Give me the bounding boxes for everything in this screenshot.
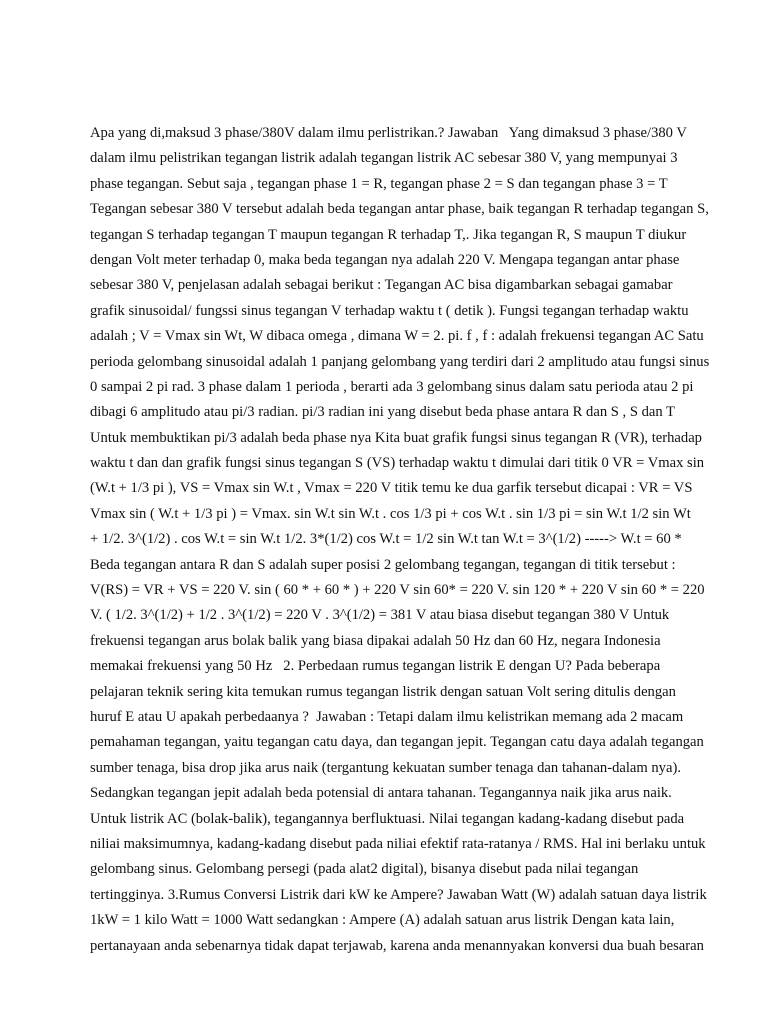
text-line: Apa yang di,maksud 3 phase/380V dalam ilmu perlistrikan.? Jawaban Yang dimaksud 3 phase/380 V <box>90 125 687 141</box>
text-line: adalah ; V = Vmax sin Wt, W dibaca omega , dimana W = 2. pi. f , f : adalah frekuensi tegangan AC Satu <box>90 328 704 345</box>
text-line: Sedangkan tegangan jepit adalah beda potensial di antara tahanan. Tegangannya naik jika arus naik. <box>90 785 672 802</box>
text-line: memakai frekuensi yang 50 Hz 2. Perbedaan rumus tegangan listrik E dengan U? Pada beberapa <box>90 658 661 675</box>
text-line: V(RS) = VR + VS = 220 V. sin ( 60 * + 60 * ) + 220 V sin 60* = 220 V. sin 120 * + 220 V sin 60 * = 220 <box>90 582 705 599</box>
text-line: sebesar 380 V, penjelasan adalah sebagai berikut : Tegangan AC bisa digambarkan sebagai gamabar <box>90 277 673 294</box>
text-line: Untuk listrik AC (bolak-balik), tegangannya berfluktuasi. Nilai tegangan kadang-kadang disebut pada <box>90 810 685 827</box>
text-line: frekuensi tegangan arus bolak balik yang biasa dipakai adalah 50 Hz dan 60 Hz, negara Indonesia <box>90 632 661 649</box>
text-line: Untuk membuktikan pi/3 adalah beda phase nya Kita buat grafik fungsi sinus tegangan R (VR), terhadap <box>90 429 702 446</box>
text-line: pemahaman tegangan, yaitu tegangan catu daya, dan tegangan jepit. Tegangan catu daya adalah tegangan <box>90 734 704 751</box>
text-line: perioda gelombang sinusoidal adalah 1 panjang gelombang yang terdiri dari 2 amplitudo atau fungsi sinus <box>90 353 710 370</box>
text-line: pelajaran teknik sering kita temukan rumus tegangan listrik dengan satuan Volt sering ditulis dengan <box>90 683 676 700</box>
text-line: sumber tenaga, bisa drop jika arus naik (tergantung kekuatan sumber tenaga dan tahanan-dalam nya). <box>90 759 681 776</box>
text-line: Beda tegangan antara R dan S adalah super posisi 2 gelombang tegangan, tegangan di titik tersebut : <box>90 556 676 573</box>
document-body <box>90 121 710 959</box>
text-line: gelombang sinus. Gelombang persegi (pada alat2 digital), bisanya disebut pada nilai tegangan <box>90 861 639 878</box>
text-line: V. ( 1/2. 3^(1/2) + 1/2 . 3^(1/2) = 220 V . 3^(1/2) = 381 V atau biasa disebut tegangan 380 V Untuk <box>90 607 670 624</box>
text-line: 0 sampai 2 pi rad. 3 phase dalam 1 perioda , berarti ada 3 gelombang sinus dalam satu perioda atau 2 pi <box>90 378 694 395</box>
text-line: phase tegangan. Sebut saja , tegangan phase 1 = R, tegangan phase 2 = S dan tegangan phase 3 = T <box>90 175 668 192</box>
text-line: 1kW = 1 kilo Watt = 1000 Watt sedangkan : Ampere (A) adalah satuan arus listrik Dengan kata lain, <box>90 912 675 929</box>
text-line: Tegangan sebesar 380 V tersebut adalah beda tegangan antar phase, baik tegangan R terhadap tegangan S, <box>90 201 709 218</box>
text-line: tegangan S terhadap tegangan T maupun tegangan R terhadap T,. Jika tegangan R, S maupun T diukur <box>90 226 687 243</box>
text-line: + 1/2. 3^(1/2) . cos W.t = sin W.t 1/2. 3*(1/2) cos W.t = 1/2 sin W.t tan W.t = 3^(1/2) -----> W.t = 60 * <box>90 531 682 548</box>
text-line: huruf E atau U apakah perbedaanya ? Jawaban : Tetapi dalam ilmu kelistrikan memang ada 2 macam <box>90 708 684 725</box>
text-line: (W.t + 1/3 pi ), VS = Vmax sin W.t , Vmax = 220 V titik temu ke dua garfik tersebut dicapai : VR = VS <box>90 480 693 497</box>
text-line: grafik sinusoidal/ fungssi sinus tegangan V terhadap waktu t ( detik ). Fungsi tegangan terhadap waktu <box>90 302 689 319</box>
text-line: Vmax sin ( W.t + 1/3 pi ) = Vmax. sin W.t sin W.t . cos 1/3 pi + cos W.t . sin 1/3 pi = sin W.t 1/2 sin Wt <box>90 505 691 522</box>
text-line: tertingginya. 3.Rumus Conversi Listrik dari kW ke Ampere? Jawaban Watt (W) adalah satuan daya listrik <box>90 886 707 903</box>
text-line: dalam ilmu pelistrikan tegangan listrik adalah tegangan listrik AC sebesar 380 V, yang mempunyai 3 <box>90 150 678 167</box>
text-line: pertanayaan anda sebenarnya tidak dapat terjawab, karena anda menannyakan konversi dua buah besaran <box>90 937 704 954</box>
text-line: niliai maksimumnya, kadang-kadang disebut pada niliai efektif rata-ratanya / RMS. Hal ini berlaku untuk <box>90 835 706 852</box>
text-line: dengan Volt meter terhadap 0, maka beda tegangan nya adalah 220 V. Mengapa tegangan antar phase <box>90 251 680 268</box>
text-line: dibagi 6 amplitudo atau pi/3 radian. pi/3 radian ini yang disebut beda phase antara R dan S , S dan T <box>90 404 675 421</box>
text-line: waktu t dan dan grafik fungsi sinus tegangan S (VS) terhadap waktu t dimulai dari titik 0 VR = Vmax sin <box>90 455 705 472</box>
